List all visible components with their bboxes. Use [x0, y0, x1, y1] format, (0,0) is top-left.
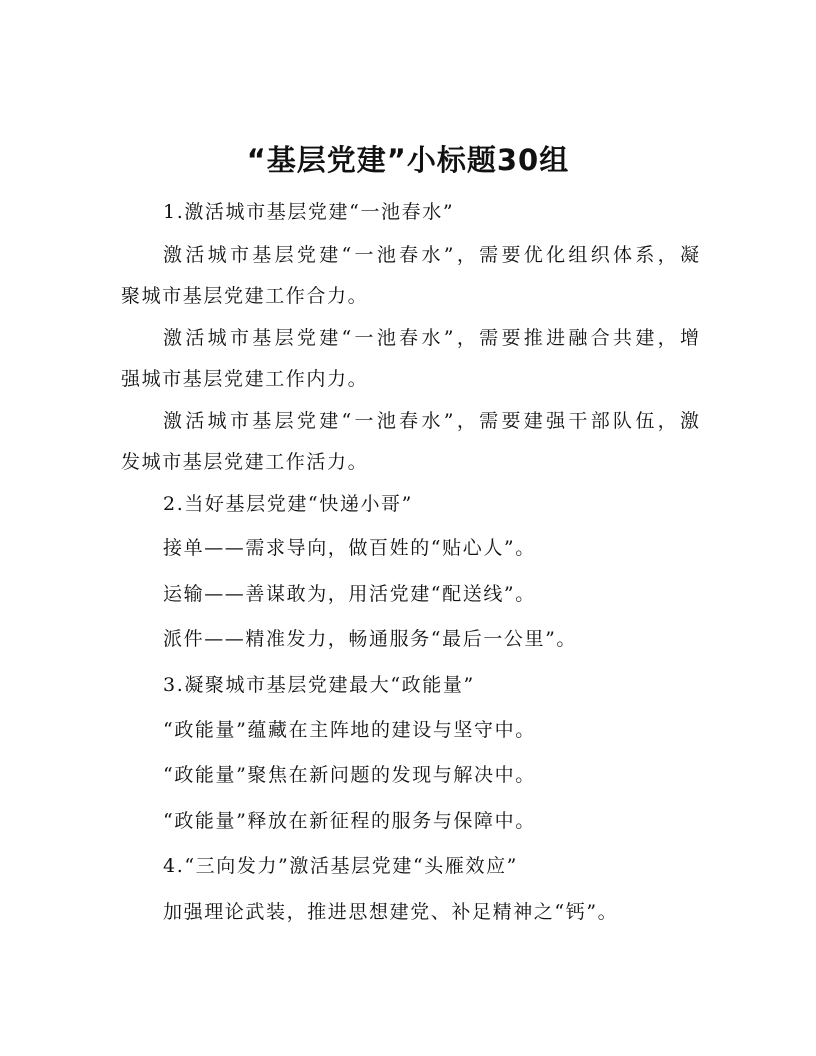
paragraph-line: 派件——精准发力，畅通服务“最后一公里”。	[163, 628, 578, 650]
document-title: “基层党建”小标题30组	[246, 143, 570, 177]
section-heading-2: 2.当好基层党建“快递小哥”	[163, 493, 413, 515]
paragraph-line: 强城市基层党建工作内力。	[121, 368, 369, 390]
paragraph-line: 激活城市基层党建“一池春水”，需要优化组织体系，凝	[163, 244, 699, 266]
paragraph-line: “政能量”释放在新征程的服务与保障中。	[163, 810, 536, 832]
section-heading-4: 4.“三向发力”激活基层党建“头雁效应”	[163, 855, 518, 877]
paragraph-line: 激活城市基层党建“一池春水”，需要推进融合共建，增	[163, 327, 699, 349]
paragraph-line: 加强理论武装，推进思想建党、补足精神之“钙”。	[163, 901, 619, 923]
section-heading-1: 1.激活城市基层党建“一池春水”	[163, 201, 455, 223]
section-heading-3: 3.凝聚城市基层党建最大“政能量”	[163, 674, 475, 696]
paragraph-line: “政能量”聚焦在新问题的发现与解决中。	[163, 764, 536, 786]
paragraph-line: 聚城市基层党建工作合力。	[121, 285, 369, 307]
paragraph-line: 接单——需求导向，做百姓的“贴心人”。	[163, 537, 536, 559]
paragraph-line: 运输——善谋敢为，用活党建“配送线”。	[163, 583, 536, 605]
paragraph-line: 发城市基层党建工作活力。	[121, 451, 369, 473]
paragraph-line: 激活城市基层党建“一池春水”，需要建强干部队伍，激	[163, 410, 699, 432]
paragraph-line: “政能量”蕴藏在主阵地的建设与坚守中。	[163, 719, 536, 741]
